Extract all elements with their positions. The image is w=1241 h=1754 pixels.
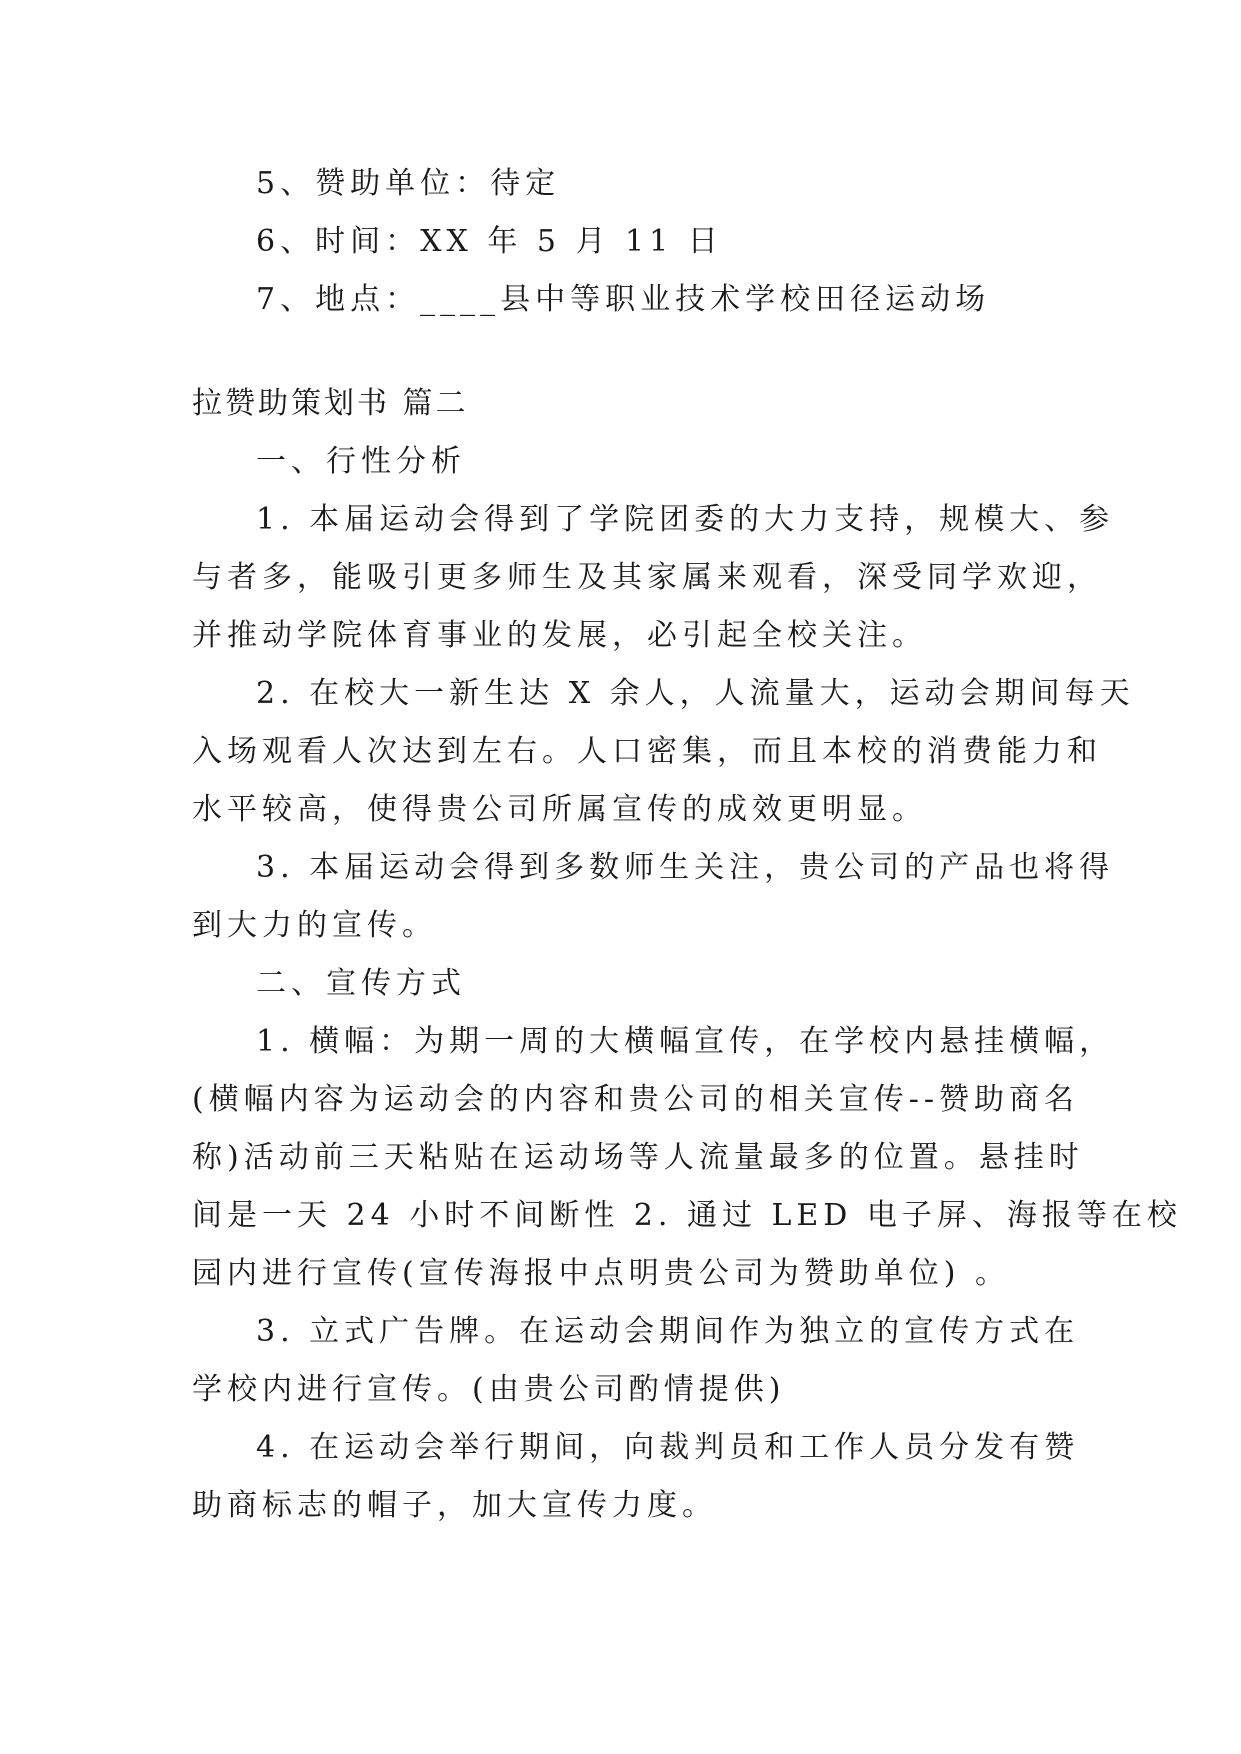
promotion-p1-line3: 称)活动前三天粘贴在运动场等人流量最多的位置。悬挂时 <box>192 1140 1084 1175</box>
promotion-p3-line2: 学校内进行宣传。(由贵公司酌情提供) <box>192 1372 786 1407</box>
feasibility-p1-line3: 并推动学院体育事业的发展，必引起全校关注。 <box>192 618 927 653</box>
promotion-p1-line1: 1. 横幅：为期一周的大横幅宣传，在学校内悬挂横幅， <box>256 1024 1115 1059</box>
promotion-p1-line5: 园内进行宣传(宣传海报中点明贵公司为赞助单位) 。 <box>192 1256 1010 1291</box>
promotion-p4-line1: 4. 在运动会举行期间，向裁判员和工作人员分发有赞 <box>256 1430 1080 1465</box>
feasibility-p2-line1: 2. 在校大一新生达 X 余人，人流量大，运动会期间每天 <box>256 676 1135 711</box>
promotion-p1-line2: (横幅内容为运动会的内容和贵公司的相关宣传--赞助商名 <box>192 1082 1079 1117</box>
promotion-heading: 二、宣传方式 <box>256 966 466 1001</box>
location-line: 7、地点：____县中等职业技术学校田径运动场 <box>256 282 991 317</box>
sponsor-unit-line: 5、赞助单位：待定 <box>256 166 561 201</box>
section-title: 拉赞助策划书 篇二 <box>192 386 469 421</box>
feasibility-p3-line1: 3. 本届运动会得到多数师生关注，贵公司的产品也将得 <box>256 850 1115 885</box>
feasibility-p3-line2: 到大力的宣传。 <box>192 908 437 943</box>
feasibility-heading: 一、行性分析 <box>256 444 466 479</box>
feasibility-p2-line2: 入场观看人次达到左右。人口密集，而且本校的消费能力和 <box>192 734 1102 769</box>
promotion-p4-line2: 助商标志的帽子，加大宣传力度。 <box>192 1488 717 1523</box>
promotion-p3-line1: 3. 立式广告牌。在运动会期间作为独立的宣传方式在 <box>256 1314 1080 1349</box>
feasibility-p2-line3: 水平较高，使得贵公司所属宣传的成效更明显。 <box>192 792 927 827</box>
time-line: 6、时间：XX 年 5 月 11 日 <box>256 224 723 259</box>
promotion-p1-line4: 间是一天 24 小时不间断性 2. 通过 LED 电子屏、海报等在校 <box>192 1198 1182 1233</box>
feasibility-p1-line1: 1. 本届运动会得到了学院团委的大力支持，规模大、参 <box>256 502 1115 537</box>
feasibility-p1-line2: 与者多，能吸引更多师生及其家属来观看，深受同学欢迎， <box>192 560 1102 595</box>
